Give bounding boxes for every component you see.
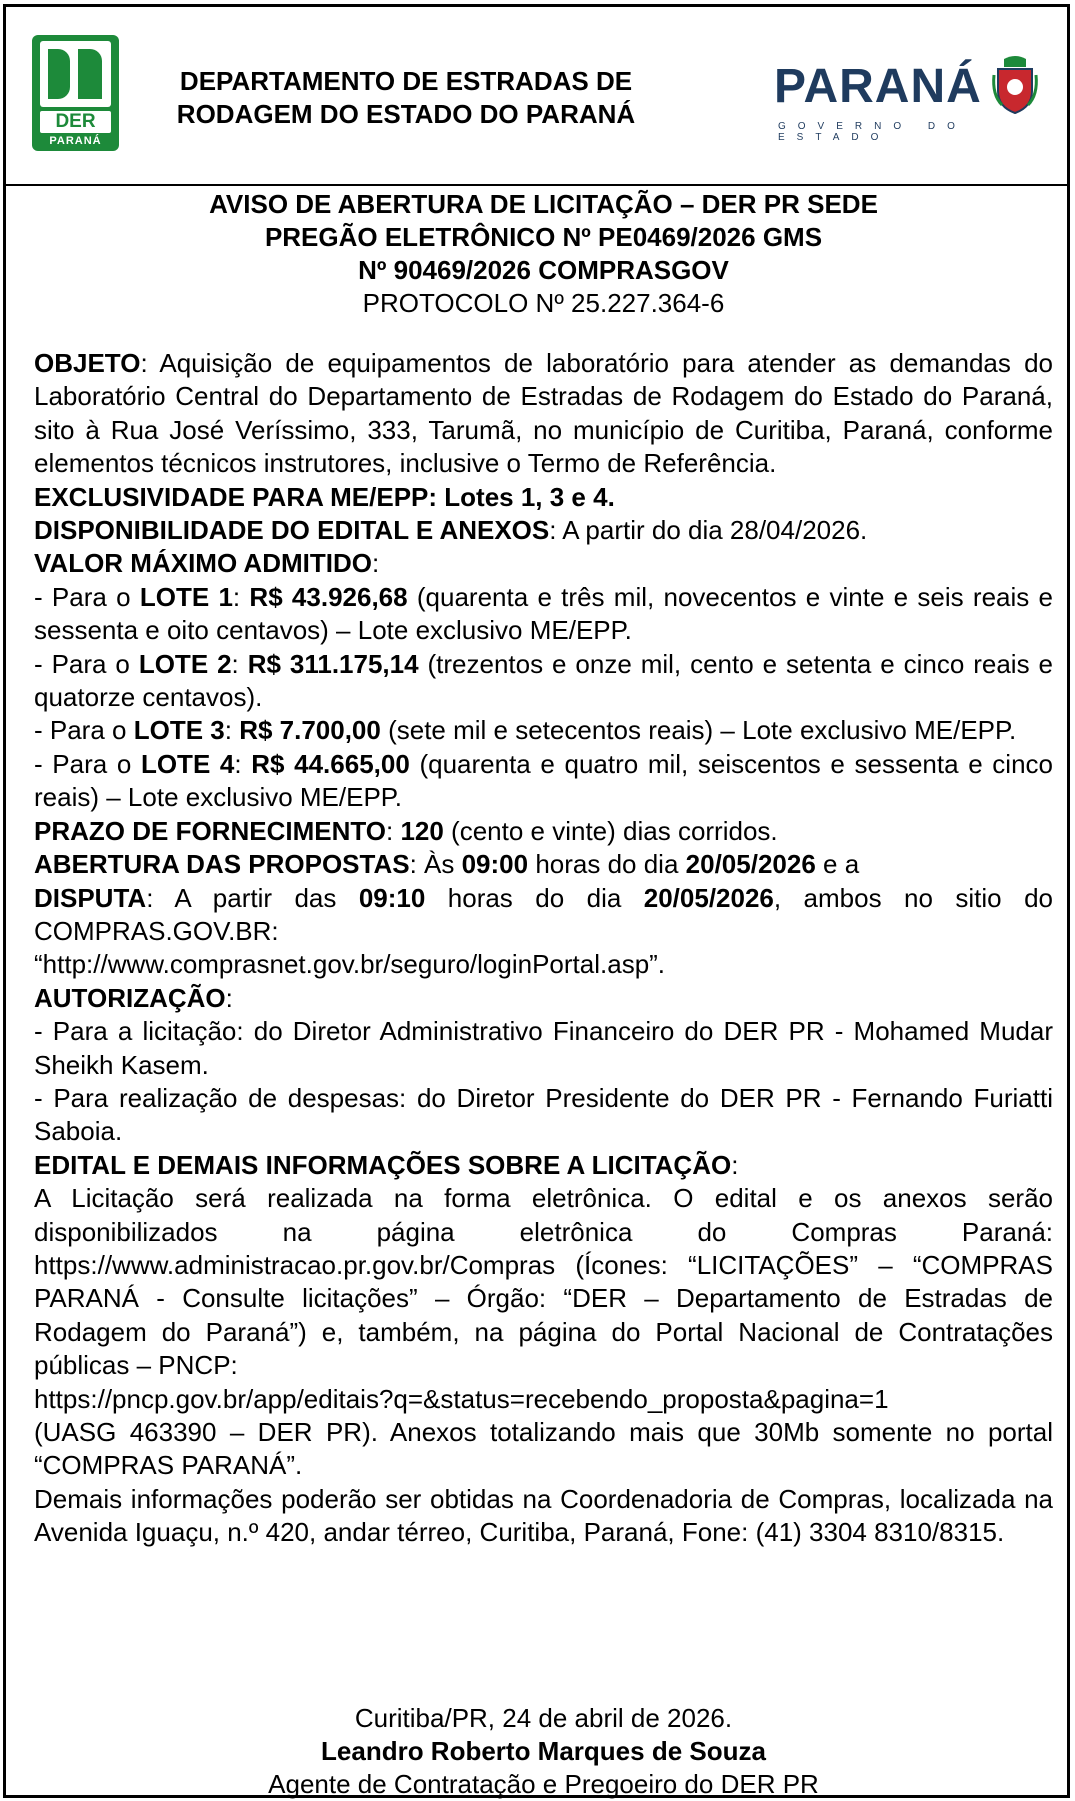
- lote-text: (sete mil e setecentos reais) – Lote exclusivo ME/EPP.: [380, 715, 1017, 746]
- lote-value: R$ 44.665,00: [251, 748, 410, 779]
- lote-item: [34, 581, 1053, 648]
- pncp-url: https://pncp.gov.br/app/editais?q=&status=recebendo_proposta&pagina=1: [34, 1383, 889, 1414]
- department-title: [146, 65, 666, 131]
- notice-body: [34, 347, 1053, 1550]
- autorizacao-label: AUTORIZAÇÃO: [34, 982, 226, 1013]
- notice-content: [34, 188, 1053, 1550]
- disputa-label: DISPUTA: [34, 882, 147, 913]
- abertura-t3: e a: [815, 849, 860, 880]
- disputa-hour: 09:10: [358, 882, 426, 913]
- valor-maximo-label: VALOR MÁXIMO ADMITIDO: [34, 548, 372, 579]
- der-logo-text: DER: [40, 111, 111, 133]
- protocol-number: PROTOCOLO Nº 25.227.364-6: [362, 288, 725, 318]
- edital-heading: [34, 1149, 1053, 1182]
- prazo-sep: :: [385, 815, 401, 846]
- abertura-t2: horas do dia: [528, 849, 686, 880]
- edital-paragraph-end: (UASG 463390 – DER PR). Anexos totalizando mais que 30Mb somente no portal “COMPRAS PARANÁ”.: [34, 1417, 1053, 1481]
- autorizacao-colon: :: [225, 982, 233, 1013]
- parana-coat-of-arms-icon: [990, 55, 1040, 115]
- autorizacao-item: - Para a licitação: do Diretor Administrativo Financeiro do DER PR - Mohamed Mudar Sheikh Kasem.: [34, 1016, 1053, 1080]
- lote-text: (quarenta e quatro mil, seiscentos e sessenta e cinco reais) – Lote exclusivo ME/EPP.: [34, 748, 1053, 813]
- autorizacao-heading: [34, 982, 1053, 1015]
- comprasnet-url: “http://www.comprasnet.gov.br/seguro/loginPortal.asp”.: [34, 949, 666, 980]
- abertura-label: ABERTURA DAS PROPOSTAS: [34, 849, 410, 880]
- abertura-t1: : Às: [409, 849, 462, 880]
- edital-label: EDITAL E DEMAIS INFORMAÇÕES SOBRE A LICITAÇÃO: [34, 1149, 732, 1180]
- disputa-t1: : A partir das: [146, 882, 359, 913]
- notice-title: AVISO DE ABERTURA DE LICITAÇÃO – DER PR SEDE: [209, 189, 878, 219]
- prazo-line: [34, 815, 1053, 848]
- valor-maximo-line: [34, 547, 1053, 580]
- lote-prefix: - Para o: [34, 748, 141, 779]
- disponibilidade-line: [34, 514, 1053, 547]
- lote-prefix: - Para o: [34, 648, 139, 679]
- abertura-date: 20/05/2026: [685, 849, 816, 880]
- signer-role: Agente de Contratação e Pregoeiro do DER PR: [268, 1769, 819, 1799]
- prazo-label: PRAZO DE FORNECIMENTO: [34, 815, 386, 846]
- lote-label: LOTE 2: [138, 648, 232, 679]
- lote-sep: :: [234, 748, 252, 779]
- department-title-line2: RODAGEM DO ESTADO DO PARANÁ: [176, 99, 636, 129]
- lote-text: (trezentos e onze mil, cento e setenta e cinco reais e quatorze centavos).: [34, 648, 1053, 713]
- disputa-t3: , ambos no sitio do COMPRAS.GOV.BR:: [34, 882, 1053, 946]
- der-logo-subtext: PARANÁ: [49, 135, 102, 147]
- lote-prefix: - Para o: [34, 581, 140, 612]
- edital-colon: :: [731, 1149, 739, 1180]
- der-parana-logo: [32, 35, 119, 151]
- disputa-date: 20/05/2026: [643, 882, 774, 913]
- disponibilidade-label: DISPONIBILIDADE DO EDITAL E ANEXOS: [34, 515, 550, 546]
- department-title-line1: DEPARTAMENTO DE ESTRADAS DE: [179, 66, 633, 96]
- lote-sep: :: [231, 648, 248, 679]
- lote-item: [34, 714, 1053, 747]
- lote-value: R$ 311.175,14: [247, 648, 419, 679]
- header: [6, 7, 1067, 186]
- edital-paragraph: A Licitação será realizada na forma eletrônica. O edital e os anexos serão disponibilizados na página eletrônica do Compras Paraná: https://www.administracao.pr.gov.br/Compras (Ícones: “LICITAÇÕES” – “COMPRAS PARANÁ - Consulte licitações” – Órgão: “DER – Departamento de Estradas de Rodagem do Paraná”) e, também, na página do Portal Nacional de Contratações públicas – PNCP:: [34, 1183, 1053, 1381]
- pregao-number: PREGÃO ELETRÔNICO Nº PE0469/2026 GMS: [264, 222, 823, 252]
- der-mark-icon: [40, 41, 111, 107]
- objeto-text: : Aquisição de equipamentos de laboratório para atender as demandas do Laboratório Central do Departamento de Estradas de Rodagem do Estado do Paraná, sito à Rua José Veríssimo, 333, Tarumã, no município de Curitiba, Paraná, conforme elementos técnicos instrutores, inclusive o Termo de Referência.: [34, 348, 1053, 479]
- lote-label: LOTE 1: [139, 581, 233, 612]
- lote-prefix: - Para o: [34, 715, 134, 746]
- parana-logo-sub: GOVERNO DO ESTADO: [778, 121, 967, 143]
- signer-name: Leandro Roberto Marques de Souza: [321, 1736, 766, 1766]
- lote-sep: :: [224, 715, 240, 746]
- objeto-paragraph: [34, 347, 1053, 481]
- parana-logo-word: PARANÁ: [774, 60, 982, 113]
- lote-item: [34, 648, 1053, 715]
- place-date: Curitiba/PR, 24 de abril de 2026.: [354, 1703, 733, 1733]
- notice-heading: [34, 188, 1053, 320]
- signature-block: [34, 1702, 1053, 1801]
- contact-paragraph: Demais informações poderão ser obtidas na Coordenadoria de Compras, localizada na Avenida Iguaçu, n.º 420, andar térreo, Curitiba, Paraná, Fone: (41) 3304 8310/8315.: [34, 1483, 1053, 1548]
- abertura-line: [34, 848, 1053, 881]
- lote-item: [34, 748, 1053, 815]
- lote-label: LOTE 3: [133, 715, 225, 746]
- lote-label: LOTE 4: [140, 748, 235, 779]
- abertura-hour: 09:00: [461, 849, 529, 880]
- lote-value: R$ 43.926,68: [249, 581, 408, 612]
- exclusividade-line: EXCLUSIVIDADE PARA ME/EPP: Lotes 1, 3 e 4.: [34, 481, 615, 512]
- objeto-label: OBJETO: [34, 348, 141, 378]
- disputa-t2: horas do dia: [425, 882, 644, 913]
- lote-sep: :: [232, 581, 250, 612]
- prazo-text: (cento e vinte) dias corridos.: [443, 815, 778, 846]
- disputa-line: [34, 882, 1053, 949]
- lote-text: (quarenta e três mil, novecentos e vinte e seis reais e sessenta e oito centavos) – Lote exclusivo ME/EPP.: [34, 581, 1053, 646]
- comprasgov-number: Nº 90469/2026 COMPRASGOV: [358, 255, 729, 285]
- parana-government-logo: [774, 51, 1054, 141]
- notice-frame: [3, 4, 1070, 1798]
- valor-maximo-colon: :: [371, 548, 380, 579]
- prazo-days: 120: [400, 815, 444, 846]
- disponibilidade-text: : A partir do dia 28/04/2026.: [549, 515, 868, 546]
- lote-value: R$ 7.700,00: [239, 715, 381, 746]
- autorizacao-item: - Para realização de despesas: do Diretor Presidente do DER PR - Fernando Furiatti Saboia.: [34, 1082, 1053, 1147]
